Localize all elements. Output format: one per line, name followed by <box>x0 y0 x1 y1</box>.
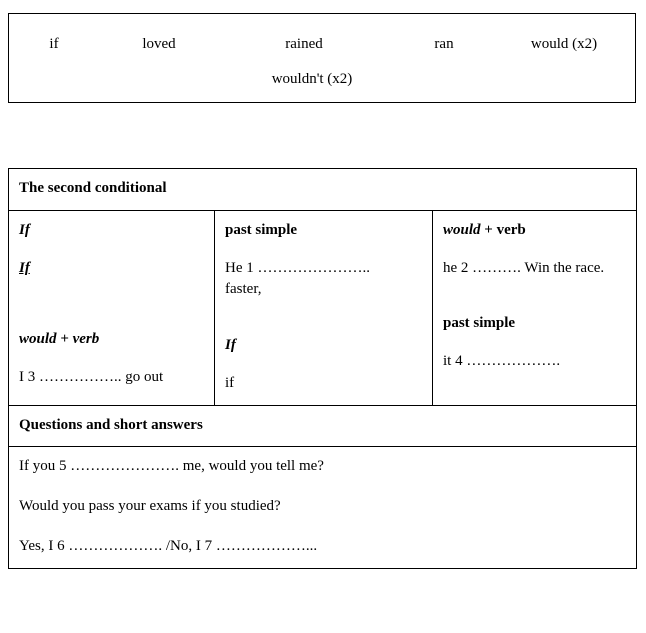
label-would-verb-1: would + verb <box>19 331 100 348</box>
cell-column-1 <box>9 210 215 405</box>
short-answers-6-7: Yes, I 6 ………………. /No, I 7 ………………... <box>19 537 318 554</box>
clause-if: if <box>225 374 235 391</box>
word-bank-row-1 <box>9 36 635 53</box>
table-row-title <box>9 169 637 211</box>
sentence-2: he 2 ………. Win the race. <box>443 259 605 276</box>
sentence-1-line-2: faster, <box>225 281 262 298</box>
label-if-underlined: If <box>19 259 30 276</box>
word-bank-item-loved: loved <box>142 36 176 52</box>
table-row-questions <box>9 447 637 568</box>
sentence-3: I 3 …………….. go out <box>19 369 164 385</box>
label-past-simple-2: past simple <box>443 315 516 332</box>
word-bank-item-would: would (x2) <box>530 36 598 52</box>
label-past-simple-1: past simple <box>225 221 298 238</box>
label-if-2: If <box>225 337 236 353</box>
table-row-questions-title <box>9 405 637 447</box>
questions-title-cell: Questions and short answers <box>9 405 637 447</box>
table-row-content <box>9 210 637 405</box>
label-would-verb-header: would + verb <box>443 221 526 238</box>
sentence-1-line-1: He 1 ………………….. <box>225 259 370 276</box>
question-5: If you 5 …………………. me, would you tell me? <box>19 458 324 475</box>
word-bank-item-ran: ran <box>434 36 454 52</box>
question-would-you-pass: Would you pass your exams if you studied? <box>19 498 281 514</box>
cell-column-3 <box>433 210 637 405</box>
word-bank-item-wouldnt: wouldn't (x2) <box>271 71 353 87</box>
second-conditional-table <box>8 168 637 569</box>
label-if-header: If <box>19 221 30 238</box>
word-bank-box <box>8 13 636 103</box>
word-bank-row-2 <box>9 71 635 88</box>
table-title-cell: The second conditional <box>9 169 637 211</box>
word-bank-item-if: if <box>49 36 59 52</box>
sentence-4: it 4 ………………. <box>443 353 561 369</box>
questions-cell <box>9 447 637 568</box>
cell-column-2 <box>215 210 433 405</box>
word-bank-item-rained: rained <box>285 36 323 52</box>
